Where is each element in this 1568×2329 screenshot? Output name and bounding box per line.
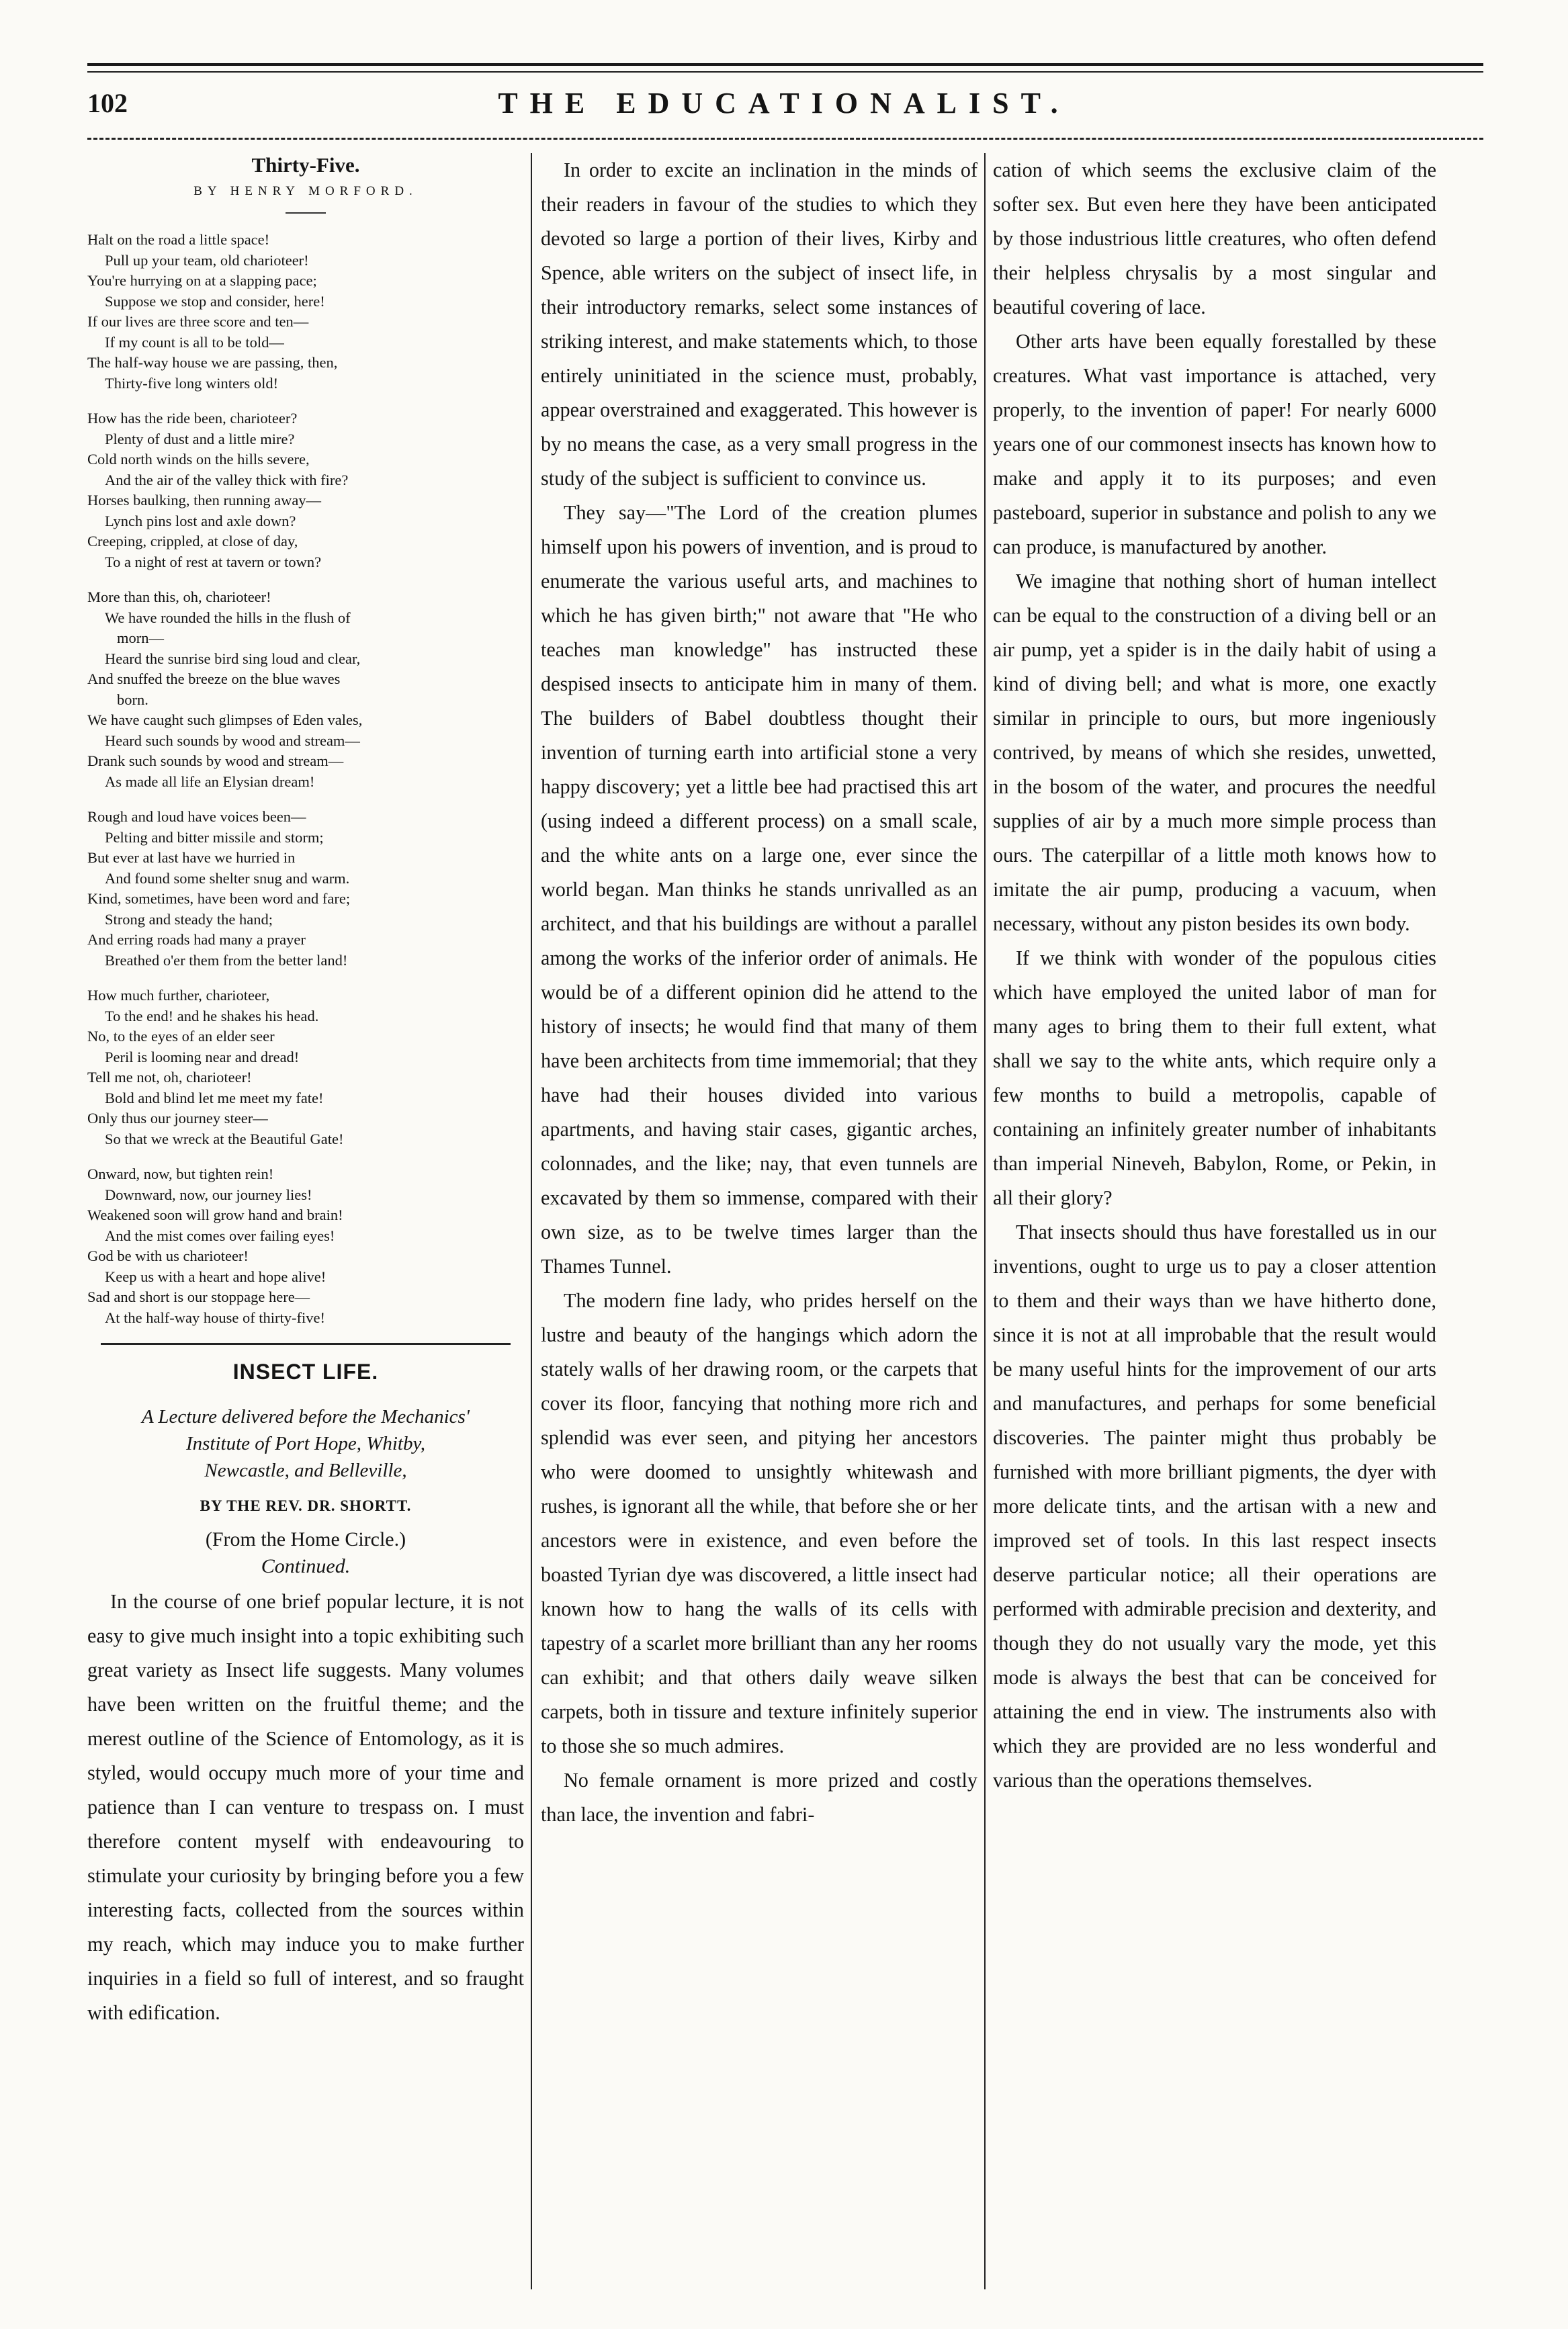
poem-line: Suppose we stop and consider, here!	[105, 292, 325, 310]
poem-title: Thirty-Five.	[251, 153, 360, 177]
poem-line: And erring roads had many a prayer	[87, 931, 306, 948]
poem-line: Only thus our journey steer—	[87, 1110, 268, 1127]
poem-line: And the mist comes over failing eyes!	[105, 1227, 335, 1244]
poem-line: How much further, charioteer,	[87, 987, 270, 1004]
poem-line: The half-way house we are passing, then,	[87, 354, 338, 371]
article-byline: BY THE REV. DR. SHORTT.	[200, 1497, 412, 1514]
poem-line: Breathed o'er them from the better land!	[105, 951, 348, 969]
poem-line: Kind, sometimes, have been word and fare;	[87, 890, 351, 907]
poem-line: born.	[117, 691, 148, 708]
column-1	[87, 153, 524, 2283]
poem-line: Pull up your team, old charioteer!	[105, 251, 309, 269]
page-number: 102	[87, 88, 128, 118]
poem-line: Peril is looming near and dread!	[105, 1048, 300, 1065]
poem-line: Downward, now, our journey lies!	[105, 1186, 312, 1203]
poem-stanza	[87, 1164, 524, 1328]
article-title: INSECT LIFE.	[232, 1360, 379, 1384]
column-3	[993, 153, 1436, 2283]
article-subtitle: Institute of Port Hope, Whitby,	[185, 1433, 425, 1454]
poem-line: Heard the sunrise bird sing loud and clear,	[105, 650, 361, 667]
poem-line: Strong and steady the hand;	[105, 910, 273, 928]
poem-line: As made all life an Elysian dream!	[105, 773, 315, 790]
paragraph: If we think with wonder of the populous cities which have employed the united labor of man for many ages to bring them to their full extent, what shall we say to the white ants, which require only a few months to build a metropolis, capable of containing an infinitely greater number of inhabitants than imperial Nineveh, Babylon, Rome, or Pekin, in all their glory?	[993, 947, 1436, 1209]
poem-line: Cold north winds on the hills severe,	[87, 451, 310, 468]
poem-line: Rough and loud have voices been—	[87, 808, 306, 825]
article-subtitle: A Lecture delivered before the Mechanics'	[141, 1406, 470, 1427]
paragraph: Other arts have been equally forestalled by these creatures. What vast importance is attached, very properly, to the invention of paper! For nearly 6000 years one of our commonest insects has known how to make and apply it to its purposes; and even pasteboard, superior in substance and polish to any we can produce, is manufactured by another.	[993, 330, 1436, 558]
poem-stanza	[87, 807, 524, 971]
poem-line: How has the ride been, charioteer?	[87, 410, 298, 427]
poem-body	[87, 230, 524, 1328]
poem-stanza	[87, 587, 524, 792]
publication-title: THE EDUCATIONALIST.	[498, 87, 1070, 120]
header-rule	[87, 138, 1483, 140]
paragraph: In the course of one brief popular lecture, it is not easy to give much insight into a topic exhibiting such great variety as Insect life suggests. Many volumes have been written on the fruitful theme; and the merest outline of the Science of Entomology, as it is styled, would occupy much more of your time and patience than I can venture to trespass on. I must therefore content myself with endeavouring to stimulate your curiosity by bringing before you a few interesting facts, collected from the sources within my reach, which may induce you to make further inquiries in a field so full of interest, and so fraught with edification.	[87, 1590, 524, 2024]
poem-stanza	[87, 230, 524, 394]
poem-line: And found some shelter snug and warm.	[105, 869, 350, 887]
column-2	[541, 153, 977, 2283]
poem-line: And the air of the valley thick with fire?	[105, 471, 349, 488]
poem-line: At the half-way house of thirty-five!	[105, 1309, 326, 1326]
column-divider	[984, 153, 986, 2289]
paragraph: No female ornament is more prized and costly than lace, the invention and fabri-	[541, 1769, 977, 1826]
poem-line: To a night of rest at tavern or town?	[105, 553, 322, 570]
poem-line: Plenty of dust and a little mire?	[105, 430, 295, 447]
poem-line: Weakened soon will grow hand and brain!	[87, 1206, 343, 1223]
paragraph: The modern fine lady, who prides herself on the lustre and beauty of the hangings which adorn the stately walls of her drawing room, or the carpets that cover its floor, fancying that nothing more rich and splendid was ever seen, and pitying her ancestors who were doomed to unsightly whitewash and rushes, is ignorant all the while, that before she or her ancestors were in existence, and even before the boasted Tyrian dye was discovered, a little insect had known how to hang the walls of its cells with tapestry of a scarlet more brilliant than any her rooms can exhibit; and that others daily weave silken carpets, both in tissure and texture infinitely superior to those she so much admires.	[541, 1289, 977, 1757]
article-subtitle: Newcastle, and Belleville,	[204, 1460, 407, 1481]
paragraph: In order to excite an inclination in the minds of their readers in favour of the studies to which they devoted so large a portion of their lives, Kirby and Spence, able writers on the subject of insect life, in their introductory remarks, select some instances of striking interest, and make statements which, to those entirely uninitiated in the science must, probably, appear overstrained and exaggerated. This however is by no means the case, as a very small progress in the study of the subject is sufficient to convince us.	[541, 159, 977, 490]
poem-line: Creeping, crippled, at close of day,	[87, 533, 298, 550]
poem-line: You're hurrying on at a slapping pace;	[87, 272, 317, 289]
poem-line: If our lives are three score and ten—	[87, 313, 309, 330]
poem-line: Heard such sounds by wood and stream—	[105, 732, 360, 749]
poem-line: Horses baulking, then running away—	[87, 492, 322, 509]
poem-line: No, to the eyes of an elder seer	[87, 1028, 275, 1045]
column-divider	[531, 153, 532, 2289]
divider	[286, 212, 326, 214]
poem-line: Pelting and bitter missile and storm;	[105, 828, 324, 846]
poem-line: Keep us with a heart and hope alive!	[105, 1268, 326, 1285]
poem-line: Bold and blind let me meet my fate!	[105, 1089, 324, 1106]
poem-stanza	[87, 408, 524, 572]
poem-line: Onward, now, but tighten rein!	[87, 1166, 274, 1182]
continued-label: Continued.	[261, 1555, 351, 1577]
poem-line: If my count is all to be told—	[105, 333, 284, 351]
poem-line: To the end! and he shakes his head.	[105, 1007, 319, 1024]
paragraph: They say—"The Lord of the creation plumes himself upon his powers of invention, and is proud to enumerate the various useful arts, and machines to which he has given birth;" not aware that "He who teaches man knowledge" has instructed these despised insects to anticipate him in many of them. The builders of Babel doubtless thought their invention of turning earth into artificial stone a very happy discovery; yet a little bee had practised this art (using indeed a different process) on a small scale, and the white ants on a large one, ever since the world began. Man thinks he stands unrivalled as an architect, and that his buildings are without a parallel among the works of the inferior order of animals. He would be of a different opinion did he attend to the history of insects; he would find that many of them have been architects from time immemorial; that they have had their houses divided into various apartments, and having stair cases, gigantic arches, colonnades, and the like; nay, that even tunnels are excavated by them so immense, compared with their own size, as to be twelve times larger than the Thames Tunnel.	[541, 501, 977, 1278]
poem-line: Tell me not, oh, charioteer!	[87, 1069, 252, 1086]
poem-line: More than this, oh, charioteer!	[87, 588, 271, 605]
article-text	[87, 1585, 524, 2030]
poem-stanza	[87, 985, 524, 1149]
poem-line: Halt on the road a little space!	[87, 231, 270, 248]
top-rule-thin	[87, 71, 1483, 73]
paragraph: We imagine that nothing short of human intellect can be equal to the construction of a diving bell or an air pump, yet a spider is in the daily habit of using a kind of diving bell; and what is more, one exactly similar in principle to ours, but more ingeniously contrived, by means of which she resides, unwetted, in the bosom of the water, and procures the needful supplies of air by a much more simple process than ours. The caterpillar of a little moth knows how to imitate the air pump, producing a vacuum, when necessary, without any piston besides its own body.	[993, 570, 1436, 935]
poem-line: We have caught such glimpses of Eden vales,	[87, 711, 363, 728]
paragraph: cation of which seems the exclusive claim of the softer sex. But even here they have been anticipated by those industrious little creatures, who often defend their helpless chrysalis by a most singular and beautiful covering of lace.	[993, 159, 1436, 318]
divider	[101, 1343, 511, 1345]
poem-line: We have rounded the hills in the flush of	[105, 609, 351, 626]
poem-line: morn—	[117, 629, 164, 646]
poem-line: And snuffed the breeze on the blue waves	[87, 670, 341, 687]
poem-line: Sad and short is our stoppage here—	[87, 1288, 310, 1305]
poem-line: But ever at last have we hurried in	[87, 849, 296, 866]
poem-line: Thirty-five long winters old!	[105, 374, 279, 392]
paragraph: That insects should thus have forestalled us in our inventions, ought to urge us to pay a closer attention to them and their ways than we have hitherto done, since it is not at all improbable that the result would be many useful hints for the improvement of our arts and manufactures, and perhaps for some beneficial discoveries. The painter might thus probably be furnished with more brilliant pigments, the dyer with more delicate tints, and the artisan with a new and improved set of tools. In this last respect insects deserve particular notice; all their operations are performed with admirable precision and dexterity, and though they do not usually vary the mode, yet this mode is always the best that can be conceived for attaining the end in view. The instruments also with which they are provided are no less wonderful and various than the operations themselves.	[993, 1221, 1436, 1792]
poem-line: So that we wreck at the Beautiful Gate!	[105, 1130, 344, 1147]
poem-line: God be with us charioteer!	[87, 1247, 249, 1264]
poem-line: Lynch pins lost and axle down?	[105, 512, 296, 529]
poem-line: Drank such sounds by wood and stream—	[87, 752, 344, 769]
top-rule	[87, 63, 1483, 66]
poem-author: BY HENRY MORFORD.	[193, 184, 418, 198]
article-source: (From the Home Circle.)	[205, 1528, 406, 1550]
